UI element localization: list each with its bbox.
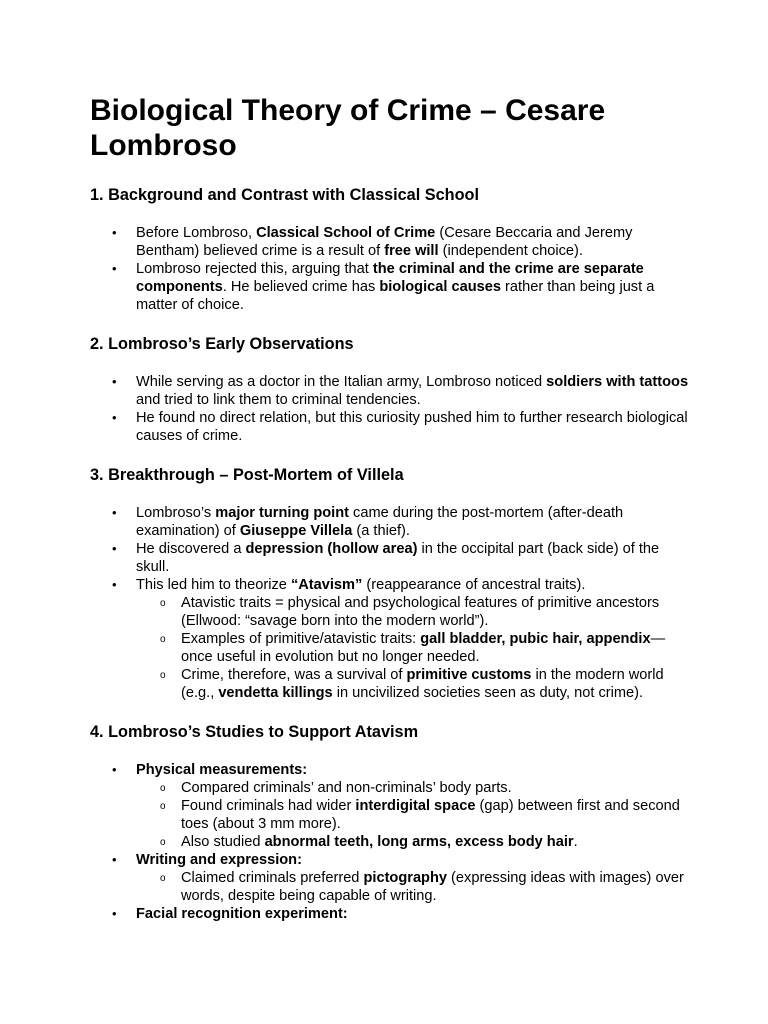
- bullet-list: [90, 224, 690, 314]
- bold-text: gall bladder, pubic hair, appendix: [420, 631, 651, 647]
- text-run: —once useful in evolution but no longer needed.: [181, 631, 666, 665]
- list-item: [90, 905, 690, 923]
- bold-text: major turning point: [215, 505, 349, 521]
- section-heading: 3. Breakthrough – Post-Mortem of Villela: [90, 466, 404, 484]
- bold-text: abnormal teeth, long arms, excess body hair: [264, 834, 574, 850]
- bullet-list: [90, 761, 690, 923]
- text-run: . He believed crime has: [222, 279, 380, 295]
- text-run: Lombroso rejected this, arguing that: [136, 261, 373, 277]
- list-item: [90, 409, 690, 445]
- text-run: Found criminals had wider: [181, 798, 356, 814]
- list-item: [90, 576, 690, 702]
- document-body: [90, 185, 690, 923]
- text-run: Claimed criminals preferred: [181, 870, 364, 886]
- bold-text: biological causes: [379, 279, 501, 295]
- sub-list: [136, 869, 690, 905]
- bold-text: Giuseppe Villela: [239, 523, 353, 539]
- text-run: (Cesare Beccaria and Jeremy Bentham) believed crime is a result of: [136, 225, 633, 259]
- sub-list: [136, 594, 690, 702]
- sub-list-item: [136, 833, 690, 851]
- bold-text: vendetta killings: [218, 685, 333, 701]
- text-run: in the modern world (e.g.,: [181, 667, 664, 701]
- text-run: came during the post-mortem (after-death examination) of: [136, 505, 624, 539]
- list-item: [90, 373, 690, 409]
- text-run: .: [573, 834, 578, 850]
- bold-text: soldiers with tattoos: [546, 374, 689, 390]
- bold-text: depression (hollow area): [245, 541, 418, 557]
- document-page: [90, 93, 690, 923]
- text-run: Before Lombroso,: [136, 225, 257, 241]
- bold-text: “Atavism”: [290, 577, 363, 593]
- text-run: (expressing ideas with images) over words, despite being capable of writing.: [181, 870, 684, 904]
- sub-list-item: [136, 630, 690, 666]
- list-item: [90, 224, 690, 260]
- text-run: rather than being just a matter of choice.: [136, 279, 655, 313]
- text-run: He found no direct relation, but this curiosity pushed him to further research biological causes of crime.: [136, 410, 688, 444]
- text-run: Lombroso’s: [136, 505, 216, 521]
- bold-text: Facial recognition experiment:: [136, 906, 348, 922]
- section-heading: 1. Background and Contrast with Classical School: [90, 186, 480, 204]
- section-heading: 4. Lombroso’s Studies to Support Atavism: [90, 723, 419, 741]
- text-run: Compared criminals’ and non-criminals’ body parts.: [181, 780, 512, 796]
- bold-text: primitive customs: [406, 667, 532, 683]
- text-run: Also studied: [181, 834, 265, 850]
- text-run: This led him to theorize: [136, 577, 291, 593]
- bullet-list: [90, 504, 690, 702]
- bold-text: interdigital space: [355, 798, 476, 814]
- bullet-list: [90, 373, 690, 445]
- text-run: in the occipital part (back side) of the skull.: [136, 541, 660, 575]
- text-run: (reappearance of ancestral traits).: [362, 577, 586, 593]
- list-item: [90, 761, 690, 851]
- text-run: Examples of primitive/atavistic traits:: [181, 631, 421, 647]
- sub-list-item: [136, 797, 690, 833]
- sub-list-item: [136, 594, 690, 630]
- text-run: and tried to link them to criminal tendencies.: [136, 392, 421, 408]
- text-run: While serving as a doctor in the Italian army, Lombroso noticed: [136, 374, 547, 390]
- bold-text: the criminal and the crime are separate components: [136, 261, 644, 295]
- sub-list-item: [136, 666, 690, 702]
- sub-list-item: [136, 869, 690, 905]
- text-run: in uncivilized societies seen as duty, not crime).: [332, 685, 644, 701]
- bold-text: Classical School of Crime: [256, 225, 436, 241]
- bold-text: free will: [384, 243, 439, 259]
- text-run: Atavistic traits = physical and psychological features of primitive ancestors (Ellwood: “savage born into the modern world”).: [181, 595, 660, 629]
- bold-text: pictography: [363, 870, 447, 886]
- sub-list-item: [136, 779, 690, 797]
- section-heading: 2. Lombroso’s Early Observations: [90, 335, 354, 353]
- sub-list: [136, 779, 690, 851]
- bold-text: Writing and expression:: [136, 852, 302, 868]
- text-run: (gap) between first and second toes (about 3 mm more).: [181, 798, 680, 832]
- text-run: Crime, therefore, was a survival of: [181, 667, 407, 683]
- text-run: (independent choice).: [438, 243, 583, 259]
- list-item: [90, 851, 690, 905]
- document-title: Biological Theory of Crime – Cesare Lombroso: [90, 94, 606, 162]
- text-run: (a thief).: [352, 523, 410, 539]
- bold-text: Physical measurements:: [136, 762, 308, 778]
- text-run: He discovered a: [136, 541, 246, 557]
- list-item: [90, 504, 690, 540]
- list-item: [90, 260, 690, 314]
- list-item: [90, 540, 690, 576]
